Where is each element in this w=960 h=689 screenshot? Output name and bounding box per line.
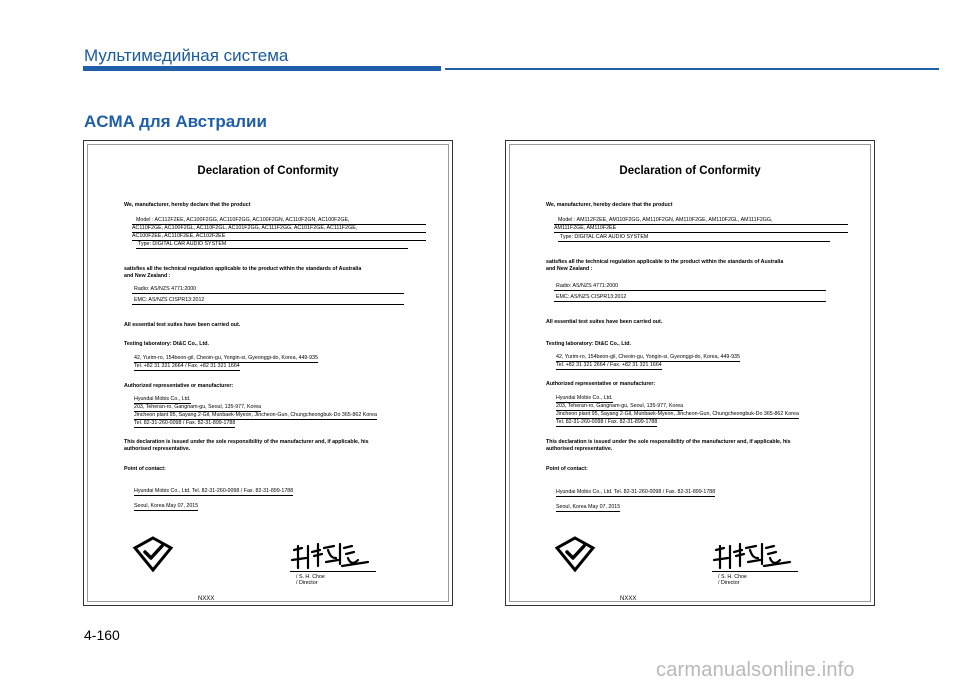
header-title: Мультимедийная система <box>84 46 289 65</box>
page-number: 4-160 <box>84 627 120 643</box>
signer-block <box>718 574 747 587</box>
contact-line: Hyundai Mobis Co., Ltd. Tel. 82-31-260-0098 / Fax. 82-31-899-1788 <box>556 489 715 497</box>
model-line: AC110F2GE, AC100F2GL, AC110F2GL, AC101F2GG, AC111F2GG, AC101F2GE, AC111F2GE, <box>132 225 358 231</box>
representative-line: Hyundai Mobis Co., Ltd. <box>134 396 191 404</box>
responsibility-line: This declaration is issued under the sole responsibility of the manufacturer and, if applicable, his <box>124 439 369 445</box>
responsibility-line: authorised representative. <box>124 446 191 452</box>
testing-lab-label: Testing laboratory: Dt&C Co., Ltd. <box>546 341 631 347</box>
contact-label: Point of contact: <box>546 466 588 472</box>
testing-lab-address: 42, Yurim-ro, 154beon-gil, Cheoin-gu, Yongin-si, Gyeonggi-do, Korea, 449-935 <box>556 354 740 362</box>
type-line: Type: DIGITAL CAR AUDIO SYSTEM <box>560 234 649 240</box>
document-title: Declaration of Conformity <box>619 165 761 177</box>
radio-standard: Radio: AS/NZS 4771:2000 <box>556 283 619 289</box>
contact-line: Hyundai Mobis Co., Ltd. Tel. 82-31-260-0098 / Fax. 82-31-899-1788 <box>134 488 293 496</box>
testing-lab-address: 42, Yurim-ro, 154beon-gil, Cheoin-gu, Yongin-si, Gyeonggi-do, Korea, 449-935 <box>134 355 318 363</box>
satisfies-line: and New Zealand : <box>546 266 593 272</box>
emc-standard: EMC: AS/NZS CISPR13:2012 <box>134 297 205 303</box>
place-date: Seoul, Korea May 07, 2015 <box>134 503 198 511</box>
tests-statement: All essential test suites have been carried out. <box>124 322 241 328</box>
manufacturer-statement: We, manufacturer, hereby declare that the product <box>546 202 673 208</box>
model-line: Model : AM112F2EE, AM110F2GG, AM110F2GN, AM110F2GE, AM110F2GL, AM111F2GG, <box>558 217 773 223</box>
declaration-document-left <box>83 140 453 606</box>
satisfies-line: satisfies all the technical regulation applicable to the product within the standards of Australia <box>546 259 784 265</box>
document-title: Declaration of Conformity <box>197 165 339 177</box>
responsibility-line: This declaration is issued under the sole responsibility of the manufacturer and, if applicable, his <box>546 439 791 445</box>
representative-line: 203, Teheran-ro, Gangnam-gu, Seoul, 135-977, Korea <box>556 403 683 411</box>
testing-lab-phone: Tel. +82 31 321 2664 / Fax. +82 31 321 1664 <box>134 363 240 371</box>
place-date: Seoul, Korea May 07, 2015 <box>556 504 620 512</box>
tests-statement: All essential test suites have been carried out. <box>546 319 663 325</box>
representative-line: 203, Teheran-ro, Gangnam-gu, Seoul, 135-977, Korea <box>134 404 261 412</box>
responsibility-line: authorised representative. <box>546 446 613 452</box>
representative-label: Authorized representative or manufacturer: <box>124 383 234 389</box>
satisfies-line: satisfies all the technical regulation applicable to the product within the standards of Australia <box>124 266 362 272</box>
declaration-document-right <box>505 140 875 606</box>
manufacturer-statement: We, manufacturer, hereby declare that the product <box>124 202 251 208</box>
rcm-compliance-mark-icon <box>132 536 174 572</box>
watermark: carmanualsonline.info <box>656 659 855 681</box>
representative-line: Hyundai Mobis Co., Ltd. <box>556 395 613 403</box>
signer-title: / Director <box>718 580 740 587</box>
representative-line: Jincheon plant 95, Sayang 2-Gil, Munbaek-Myeon, Jincheon-Gun, Chungcheongbuk-Do 365-862 Korea <box>134 412 377 420</box>
model-line: AM111F2GE, AM110F2EE <box>554 225 617 231</box>
signer-title: / Director <box>296 580 318 587</box>
contact-label: Point of contact: <box>124 466 166 472</box>
satisfies-line: and New Zealand : <box>124 273 171 279</box>
signer-block <box>296 574 325 587</box>
section-title: ACMA для Австралии <box>84 112 267 131</box>
testing-lab-label: Testing laboratory: Dt&C Co., Ltd. <box>124 341 209 347</box>
signer-name: / S. H. Choe <box>296 574 325 580</box>
representative-line: Tel. 82-31-260-0098 / Fax. 82-31-899-1788 <box>134 420 235 428</box>
representative-label: Authorized representative or manufacturer: <box>546 381 656 387</box>
representative-line: Tel. 82-31-260-0098 / Fax. 82-31-899-1788 <box>556 419 657 427</box>
header-rule-thick <box>83 66 441 71</box>
emc-standard: EMC: AS/NZS CISPR13:2012 <box>556 294 627 300</box>
representative-line: Jincheon plant 95, Sayang 2-Gil, Munbaek-Myeon, Jincheon-Gun, Chungcheongbuk-Do 365-862 Korea <box>556 411 799 419</box>
model-line: AC100F2EE, AC110F2EE, AC102F2EE <box>132 233 226 239</box>
model-line: Model : AC112F2EE, AC100F2GG, AC110F2GG, AC100F2GN, AC110F2GN, AC100F2GE, <box>136 217 350 223</box>
testing-lab-phone: Tel. +82 31 321 2664 / Fax. +82 31 321 1664 <box>556 362 662 370</box>
document-footer-code: NXXX <box>198 596 215 602</box>
signer-name: / S. H. Choe <box>718 574 747 580</box>
radio-standard: Radio: AS/NZS 4771:2000 <box>134 286 197 292</box>
type-line: Type: DIGITAL CAR AUDIO SYSTEM <box>138 241 227 247</box>
document-footer-code: NXXX <box>620 596 637 602</box>
header-rule-thin <box>445 68 939 70</box>
rcm-compliance-mark-icon <box>554 536 596 572</box>
